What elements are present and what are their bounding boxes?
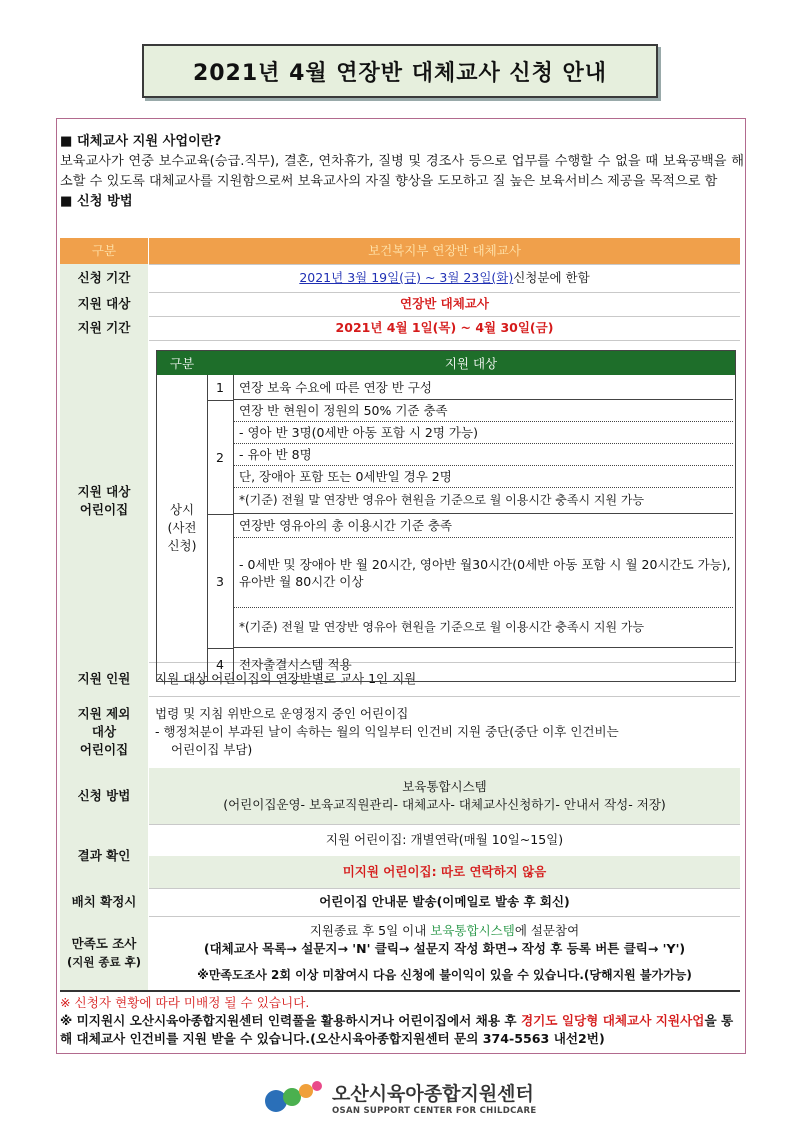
header-value: 보건복지부 연장반 대체교사	[149, 238, 740, 264]
criteria-body	[157, 375, 735, 681]
criteria-3-line1: 연장반 영유아의 총 이용시간 기준 충족	[233, 514, 733, 538]
row-target	[60, 292, 740, 317]
header-label: 구분	[60, 238, 149, 264]
survey-sublabel: (지원 종료 후)	[66, 955, 142, 969]
table-header-row	[60, 238, 740, 265]
label-centers-line2: 어린이집	[79, 502, 129, 517]
label-centers-line1: 지원 대상	[77, 484, 131, 499]
row-method	[60, 768, 740, 825]
exclude-line3: 어린이집 부담)	[171, 742, 253, 757]
value-support-period: 2021년 4월 1일(목) ~ 4월 30일(금)	[335, 320, 554, 335]
center-logo	[262, 1074, 542, 1120]
criteria-num-3: 3	[207, 514, 234, 649]
page-title: 2021년 4월 연장반 대체교사 신청 안내	[142, 44, 658, 98]
note-1: ※ 신청자 현황에 따라 미배정 될 수 있습니다.	[60, 995, 310, 1010]
method-line1: 보육통합시스템	[402, 779, 487, 794]
criteria-num-1: 1	[207, 375, 234, 401]
criteria-num-2: 2	[207, 400, 234, 515]
intro-section	[60, 132, 744, 212]
exclude-line2: - 행정처분이 부과된 날이 속하는 월의 익일부터 인건비 지원 중단(중단 이후 인건비는	[155, 724, 619, 739]
criteria-4-line1: 전자출결시스템 적용	[239, 657, 352, 672]
survey-label: 만족도 조사	[71, 936, 137, 951]
value-staff: 지원 대상 어린이집의 연장반별로 교사 1인 지원	[155, 671, 417, 686]
notes	[60, 994, 744, 1048]
label-method: 신청 방법	[60, 768, 149, 824]
survey-line1: 지원종료 후 5일 이내 보육통합시스템에 설문참여	[309, 923, 580, 938]
criteria-2-line3: - 유아 반 8명	[233, 444, 733, 466]
apply-suffix: 신청분에 한함	[513, 270, 590, 285]
survey-line2: (대체교사 목록→ 설문지→ 'N' 클릭→ 설문지 작성 화면→ 작성 후 등록 버튼 클릭→ 'Y')	[203, 941, 686, 956]
intro-paragraph: 보육교사가 연중 보수교육(승급.직무), 결혼, 연차휴가, 질병 및 경조사 등으로 업무를 수행할 수 없을 때 보육공백을 해소할 수 있도록 대체교사를 지원함으로써 보육교사의 자질 향상을 도모하고 질 높은 보육서비스 제공을 목적으로 함	[60, 154, 744, 189]
value-apply-period	[149, 264, 740, 292]
intro-heading: ■ 대체교사 지원 사업이란?	[60, 134, 222, 149]
center-subtitle: OSAN SUPPORT CENTER FOR CHILDCARE	[332, 1105, 537, 1116]
criteria-1-line1: 연장 보육 수요에 따른 연장 반 구성	[233, 375, 733, 400]
apply-date: 2021년 3월 19일(금) ~ 3월 23일(화)	[299, 270, 514, 285]
criteria-head-target: 지원 대상	[444, 356, 498, 371]
criteria-2-line1: 연장 반 현원이 정원의 50% 기준 충족	[233, 400, 733, 422]
result-line2: 미지원 어린이집: 따로 연락하지 않음	[149, 856, 740, 888]
label-target: 지원 대상	[60, 292, 149, 316]
note-2: ※ 미지원시 오산시육아종합지원센터 인력풀을 활용하시거나 어린이집에서 채용 후 경기도 일당형 대체교사 지원사업을 통해 대체교사 인건비를 지원 받을 수 있습니다.(오산시육아종합지원센터 문의 374-5563 내선2번)	[60, 1013, 734, 1046]
criteria-2-line5: *(기준) 전월 말 연장반 영유아 현원을 기준으로 월 이용시간 충족시 지원 가능	[233, 488, 733, 514]
label-target-centers	[60, 340, 149, 662]
survey-line3: ※만족도조사 2회 이상 미참여시 다음 신청에 불이익이 있을 수 있습니다.(당해지원 불가가능)	[197, 968, 692, 982]
criteria-num-4: 4	[207, 648, 234, 681]
criteria-3-line3: *(기준) 전월 말 연장반 영유아 현원을 기준으로 월 이용시간 충족시 지원 가능	[233, 608, 733, 648]
value-exclude	[149, 696, 740, 768]
value-method	[149, 768, 740, 824]
criteria-header	[157, 351, 735, 375]
label-result: 결과 확인	[60, 824, 149, 888]
exclude-line1: 법령 및 지침 위반으로 운영정지 중인 어린이집	[155, 706, 409, 721]
criteria-head-category: 구분	[169, 356, 195, 371]
value-target: 연장반 대체교사	[400, 296, 489, 311]
row-survey	[60, 916, 740, 992]
label-support-period: 지원 기간	[60, 316, 149, 340]
method-line2: (어린이집운영- 보육교직원관리- 대체교사- 대체교사신청하기- 안내서 작성- 저장)	[223, 797, 666, 812]
row-support-period	[60, 316, 740, 341]
label-staff: 지원 인원	[60, 662, 149, 696]
label-apply-period: 신청 기간	[60, 264, 149, 292]
row-dispatch	[60, 888, 740, 917]
label-dispatch: 배치 확정시	[60, 888, 149, 916]
value-result	[149, 824, 740, 888]
label-exclude: 지원 제외 대상 어린이집	[60, 696, 149, 768]
criteria-category: 상시 (사전 신청)	[157, 375, 208, 681]
criteria-3-line2: - 0세반 및 장애아 반 월 20시간, 영아반 월30시간(0세반 아동 포함 시 월 20시간도 가능), 유아반 월 80시간 이상	[233, 538, 733, 608]
label-survey	[60, 916, 149, 990]
center-logo-icon	[262, 1077, 326, 1117]
criteria-table	[156, 350, 736, 682]
criteria-2-line2: - 영아 반 3명(0세반 아동 포함 시 2명 가능)	[233, 422, 733, 444]
result-line1: 지원 어린이집: 개별연락(매월 10일~15일)	[325, 832, 564, 847]
row-result	[60, 824, 740, 889]
value-survey	[149, 916, 740, 990]
value-dispatch: 어린이집 안내문 발송(이메일로 발송 후 회신)	[319, 894, 570, 909]
center-name: 오산시육아종합지원센터	[332, 1082, 534, 1105]
row-apply-period	[60, 264, 740, 293]
method-heading: ■ 신청 방법	[60, 194, 133, 209]
criteria-2-line4: 단, 장애아 포함 또는 0세반일 경우 2명	[233, 466, 733, 488]
row-exclude	[60, 696, 740, 769]
